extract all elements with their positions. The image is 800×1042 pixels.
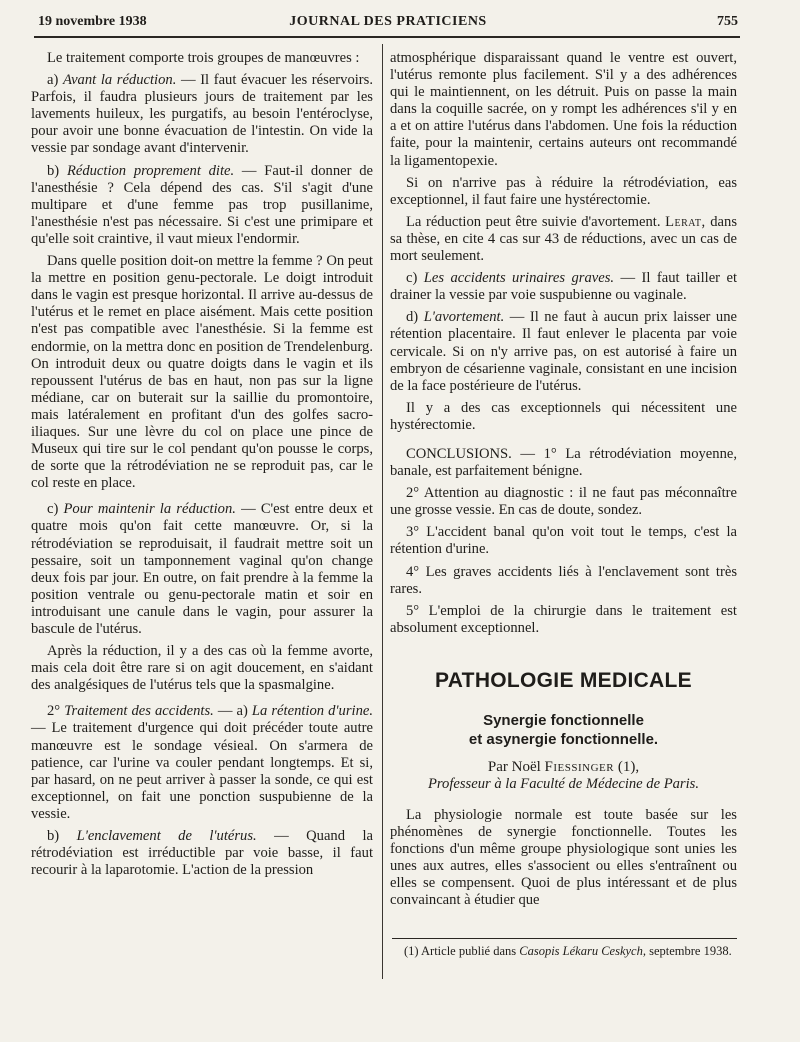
author-name: Fiessinger	[544, 758, 615, 775]
conclusion-1: CONCLUSIONS. — 1° La rétrodéviation moyenne, banale, est parfaitement bénigne.	[390, 445, 737, 480]
paragraph-avortement-suite: La réduction peut être suivie d'avortement. Lerat, dans sa thèse, en cite 4 cas sur 43 de réductions, avec un cas de mort seulement.	[390, 213, 738, 265]
footnote-rule	[392, 938, 737, 939]
header-date: 19 novembre 1938	[38, 14, 147, 29]
header-rule	[34, 36, 740, 38]
left-column	[31, 50, 373, 879]
subheading-reduction: Réduction proprement dite.	[66, 162, 235, 179]
header-journal-title: JOURNAL DES PRATICIENS	[289, 14, 487, 29]
paragraph-accidents-urinaires: c) Les accidents urinaires graves. — Il faut tailler et drainer la vessie par voie suspubienne ou vaginale.	[390, 270, 738, 304]
subheading-avant-reduction: Avant la réduction.	[62, 72, 177, 89]
conclusion-4: 4° Les graves accidents liés à l'enclavement sont très rares.	[390, 563, 737, 597]
paragraph-traitement-accidents: 2° Traitement des accidents. — a) La rétention d'urine. — Le traitement d'urgence qui doit précéder toute autre manœuvre est le sondage vésieal. On s'armera de patience, car l'urine va couler pendant longtemps. Et si, par hasard, on ne peut arriver à passer la sonde, ce qui est exceptionnel, on fait une ponction suspubienne de la vessie.	[31, 703, 373, 822]
running-header	[38, 12, 738, 32]
subheading-enclavement: L'enclavement de l'utérus.	[76, 828, 257, 845]
conclusion-2: 2° Attention au diagnostic : il ne faut pas méconnaître une grosse vessie. En cas de doute, sondez.	[390, 485, 737, 519]
paragraph-reduction-proprement-dite: b) Réduction proprement dite. — Faut-il donner de l'anesthésie ? Cela dépend des cas. S'il s'agit d'une multipare et d'une femme pas trop pusillanime, l'anesthésie n'est pas nécessaire. Si c'est une primipare et qu'elle soit craintive, il vaut mieux l'endormir.	[31, 162, 373, 247]
paragraph-cas-exceptionnels: Il y a des cas exceptionnels qui nécessitent une hystérectomie.	[390, 399, 737, 433]
article-body	[390, 807, 737, 910]
paragraph-avortement: d) L'avortement. — Il ne faut à aucun prix laisser une rétention placentaire. Il faut enlever le placenta par voie cervicale. Si on n'y arrive pas, on est autorisé à faire un embryon de césarienne vaginale, consistant en une incision de la face postérieure de l'utérus.	[390, 309, 737, 394]
header-page-number: 755	[717, 14, 738, 29]
right-column	[390, 50, 737, 909]
byline: Par Noël Fiessinger (1),	[487, 758, 640, 775]
paragraph-position: Dans quelle position doit-on mettre la femme ? On peut la mettre en position genu-pectorale. Le doigt introduit dans le vagin est presque horizontal. Il arrive au-dessus de l'utérus et le remet en place aisément. Mais cette position n'est pas compatible avec l'anesthésie. Si la femme est endormie, on la mettra donc en position de Trendelenburg. On introduit deux ou quatre doigts dans le vagin et ils repoussent l'utérus de bas en haut, non pas sur la ligne médiane, car on buterait sur la saillie du promontoire, mais latéralement en profitant d'un des golfes sacro-iliaques. Sur une lèvre du col on place une pince de Museux qui tire sur le col pendant qu'on pousse le corps, de sorte que la rétrodéviation ne se reproduit pas, car le col reste en place.	[31, 253, 373, 492]
paragraph-maintenir-reduction: c) Pour maintenir la réduction. — C'est entre deux et quatre mois qu'on fait cette manœuvre. Or, si la rétrodéviation se reproduisait, il faudrait mettre soit un pessaire, soit un tamponnement vaginal qu'on change deux fois par jour. En outre, on fait prendre à la femme la position ventrale ou genu-pectorale matin et soir en introduisant une canule dans le vagin, pour assurer la bascule de l'utérus.	[31, 501, 373, 637]
footnote: (1) Article publié dans Casopis Lékaru Ceskych, septembre 1938.	[404, 944, 732, 958]
conclusion-3: 3° L'accident banal qu'on voit tout le temps, c'est la rétention d'urine.	[390, 524, 737, 558]
subheading-maintenir: Pour maintenir la réduction.	[63, 501, 236, 518]
subheading-accidents-urinaires: Les accidents urinaires graves.	[423, 270, 615, 287]
article-title-line-2: et asynergie fonctionnelle.	[468, 730, 659, 748]
paragraph-continuation: atmosphérique disparaissant quand le ventre est ouvert, l'utérus remonte plus facilement. S'il y a des adhérences qui le maintiennent, on les détruit. Puis on passe la main dans la coquille sacrée, on y rompt les adhérences s'il y en a et on attire l'utérus dans l'abdomen. Une fois la réduction faite, pour la maintenir, certains auteurs ont recommandé la ligamentopexie.	[390, 50, 737, 169]
author-lerat: Lerat,	[665, 213, 706, 230]
paragraph-hysterectomie: Si on n'arrive pas à réduire la rétrodéviation, eas exceptionnel, il faut faire une hystérectomie.	[390, 174, 737, 208]
author-affiliation: Professeur à la Faculté de Médecine de Paris.	[428, 775, 699, 792]
article-title-line-1: Synergie fonctionnelle	[483, 711, 644, 729]
subheading-retention-urine: La rétention d'urine.	[251, 703, 373, 720]
section-title: PATHOLOGIE MEDICALE	[435, 668, 692, 692]
article-paragraph-1: La physiologie normale est toute basée sur les phénomènes de synergie fonctionnelle. Toutes les fonctions d'un même groupe physiologique sont unies les unes aux autres, elles s'associent ou elles s'entraînent ou elles se compensent. Quoi de plus intéressant et de plus convaincant à étudier que	[390, 806, 737, 909]
paragraph-avant-reduction: a) Avant la réduction. — Il faut évacuer les réservoirs. Parfois, il faudra plusieurs jours de traitement par les lavements huileux, les purgatifs, au besoin l'entéroclyse, pour avoir une bonne évacuation de l'intestin. On vide la vessie par sondage avant d'intervenir.	[31, 72, 373, 157]
subheading-traitement-accidents: Traitement des accidents.	[64, 703, 214, 720]
conclusion-5: 5° L'emploi de la chirurgie dans le traitement est absolument exceptionnel.	[390, 602, 737, 636]
paragraph-apres-reduction: Après la réduction, il y a des cas où la femme avorte, mais cela doit être rare si on agit doucement, en s'aidant des analgésiques de l'utérus tels que la spasmalgine.	[31, 643, 373, 694]
column-divider	[382, 44, 383, 979]
paragraph-intro: Le traitement comporte trois groupes de manœuvres :	[47, 50, 360, 66]
footnote-journal: Casopis Lékaru Ceskych,	[519, 944, 646, 958]
paragraph-enclavement: b) L'enclavement de l'utérus. — Quand la rétrodéviation est irréductible par voie basse, il faut recourir à la laparotomie. L'action de la pression	[31, 828, 373, 879]
subheading-avortement: L'avortement.	[423, 309, 505, 326]
article-title	[390, 711, 737, 749]
